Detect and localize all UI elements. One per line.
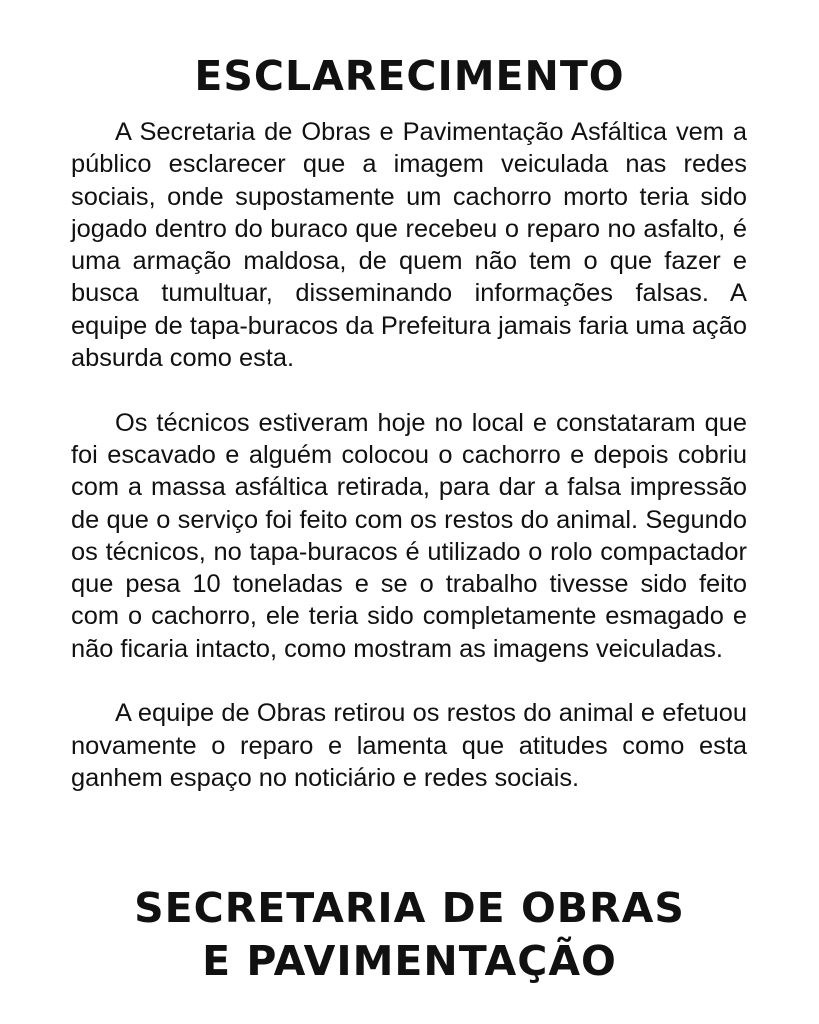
page-title: ESCLARECIMENTO: [194, 52, 625, 100]
signature-line-1: SECRETARIA DE OBRAS: [134, 884, 685, 932]
paragraph-2: Os técnicos estiveram hoje no local e constataram que foi escavado e alguém colocou o cachorro e depois cobriu com a massa asfáltica retirada, para dar a falsa impressão de que o serviço foi feito com os restos do animal. Segundo os técnicos, no tapa-buracos é utilizado o rolo compactador que pesa 10 toneladas e se o trabalho tivesse sido feito com o cachorro, ele teria sido completamente esmagado e não ficaria intacto, como mostram as imagens veiculadas.: [71, 408, 747, 663]
paragraph-1: A Secretaria de Obras e Pavimentação Asfáltica vem a público esclarecer que a imagem veiculada nas redes sociais, onde supostamente um cachorro morto teria sido jogado dentro do buraco que recebeu o reparo no asfalto, é uma armação maldosa, de quem não tem o que fazer e busca tumultuar, disseminando informações falsas. A equipe de tapa-buracos da Prefeitura jamais faria uma ação absurda como esta.: [71, 118, 747, 373]
notice-body: [71, 116, 747, 794]
signature-block: [0, 882, 819, 988]
paragraph-3: A equipe de Obras retirou os restos do animal e efetuou novamente o reparo e lamenta que atitudes como esta ganhem espaço no noticiário e redes sociais.: [71, 699, 747, 792]
signature-line-2: E PAVIMENTAÇÃO: [202, 937, 617, 985]
